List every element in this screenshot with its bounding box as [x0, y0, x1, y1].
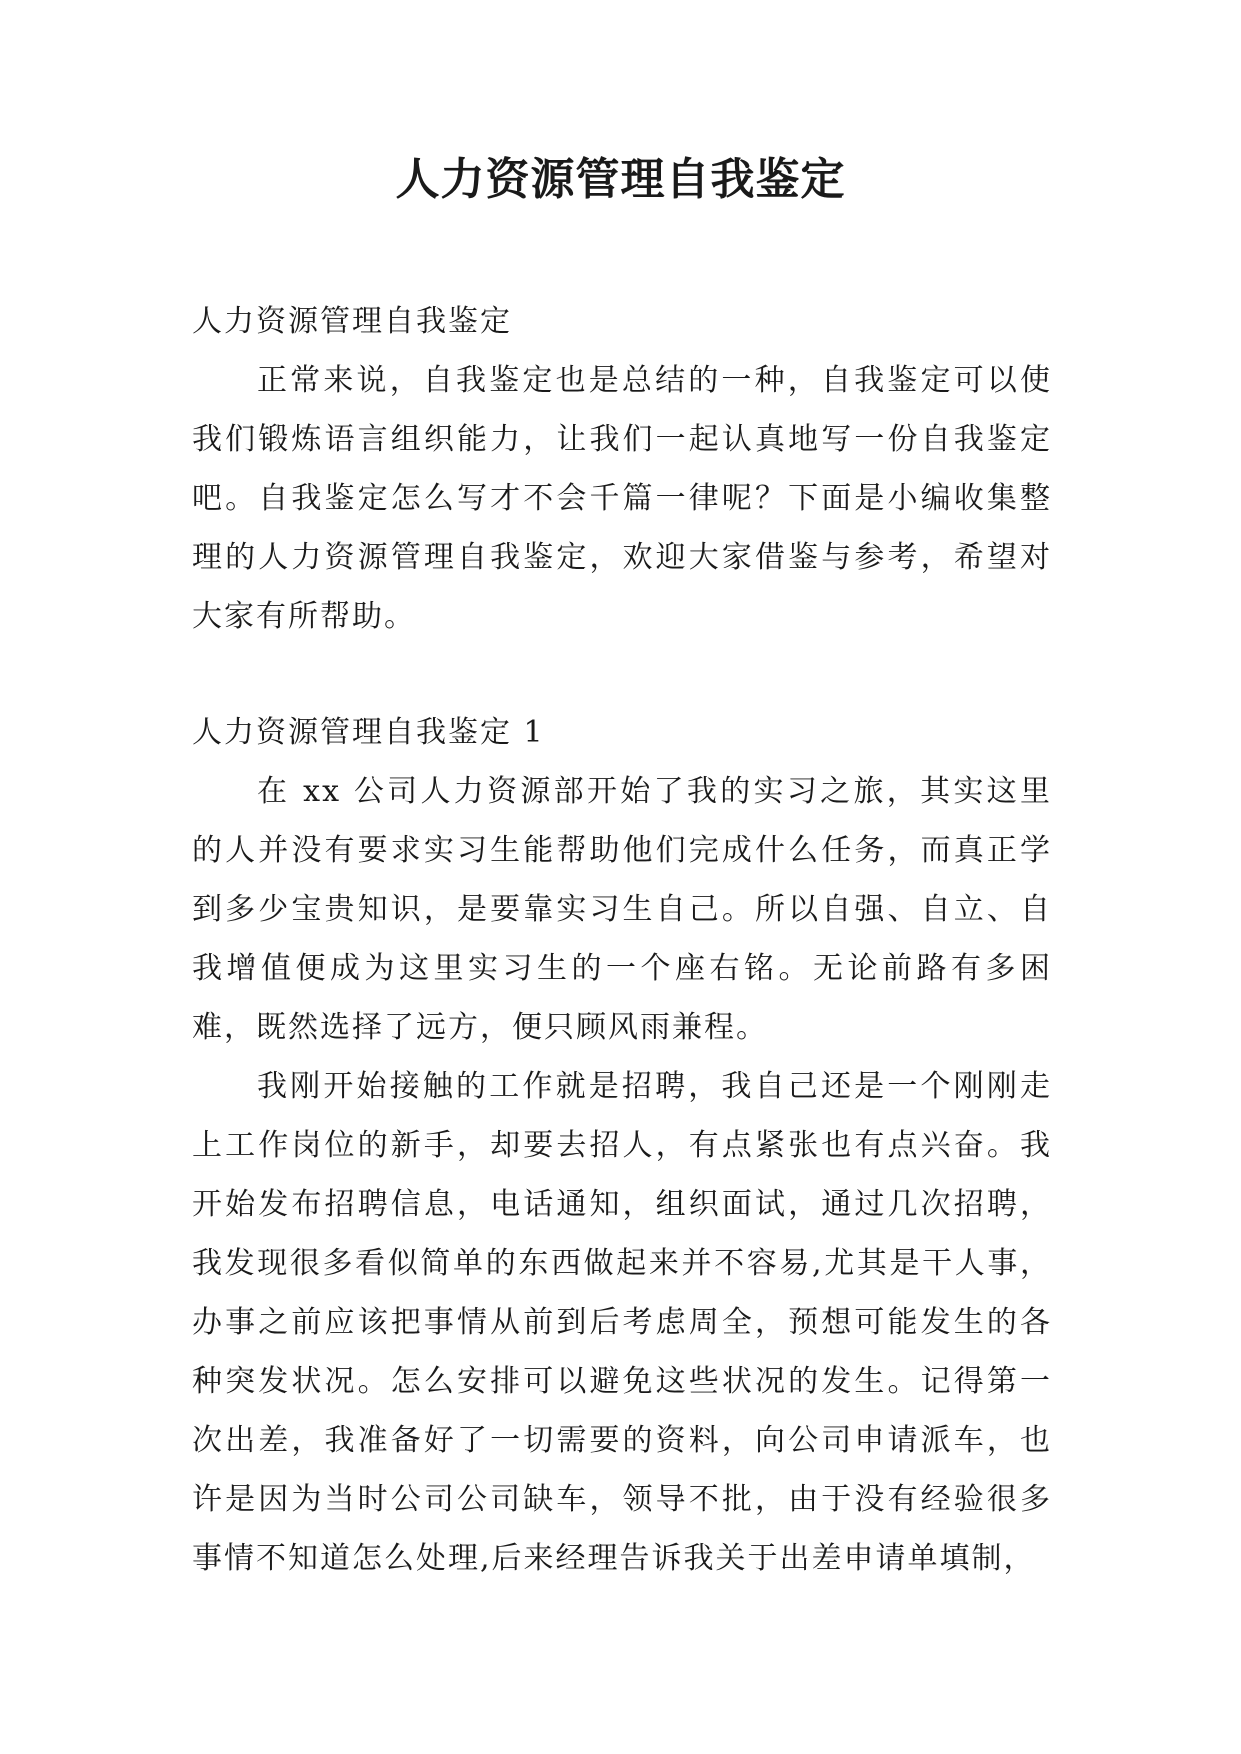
document-body: [192, 292, 1052, 1588]
section-1-heading: 人力资源管理自我鉴定 1: [192, 715, 545, 750]
section-spacer: [192, 646, 1052, 703]
section-1-paragraph-2: 我刚开始接触的工作就是招聘，我自己还是一个刚刚走上工作岗位的新手，却要去招人，有点紧张也有点兴奋。我开始发布招聘信息，电话通知，组织面试，通过几次招聘，我发现很多看似简单的东西做起来并不容易,尤其是干人事，办事之前应该把事情从前到后考虑周全，预想可能发生的各种突发状况。怎么安排可以避免这些状况的发生。记得第一次出差，我准备好了一切需要的资料，向公司申请派车，也许是因为当时公司公司缺车，领导不批，由于没有经验很多事情不知道怎么处理,后来经理告诉我关于出差申请单填制，: [192, 1069, 1052, 1576]
document-title: 人力资源管理自我鉴定: [395, 154, 846, 205]
intro-heading: 人力资源管理自我鉴定: [192, 304, 512, 339]
intro-paragraph: 正常来说，自我鉴定也是总结的一种，自我鉴定可以使我们锻炼语言组织能力，让我们一起认真地写一份自我鉴定吧。自我鉴定怎么写才不会千篇一律呢？下面是小编收集整理的人力资源管理自我鉴定，欢迎大家借鉴与参考，希望对大家有所帮助。: [192, 363, 1052, 634]
section-1-paragraph-1: 在 xx 公司人力资源部开始了我的实习之旅，其实这里的人并没有要求实习生能帮助他们完成什么任务，而真正学到多少宝贵知识，是要靠实习生自己。所以自强、自立、自我增值便成为这里实习生的一个座右铭。无论前路有多困难，既然选择了远方，便只顾风雨兼程。: [192, 774, 1052, 1045]
